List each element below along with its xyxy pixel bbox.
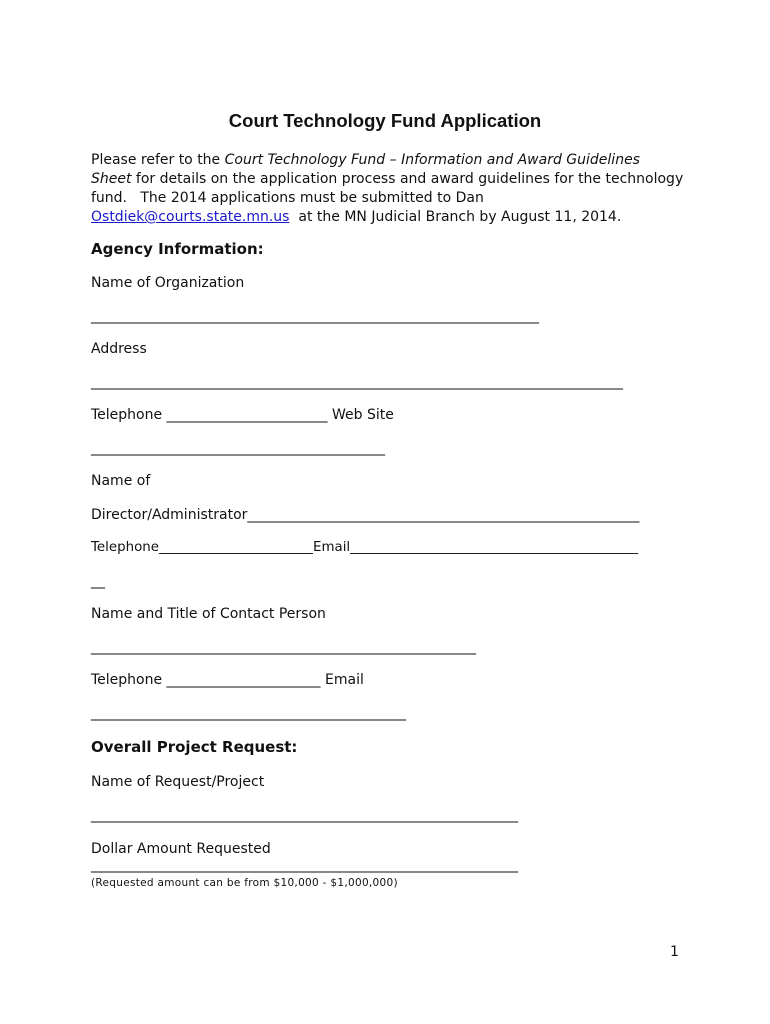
director-label: Name of xyxy=(91,473,151,489)
guidelines-title-part-1: Court Technology Fund – Information and Award Guidelines xyxy=(224,152,640,168)
website-field[interactable]: __________________________________________ xyxy=(91,440,385,456)
director-telephone-email-field[interactable]: Telephone_______________________Email___________________________________________ xyxy=(91,540,639,555)
intro-line-4 xyxy=(91,208,621,226)
project-name-field[interactable]: _____________________________________________________________ xyxy=(91,807,518,823)
intro-prefix: Please refer to the xyxy=(91,152,225,168)
email-link[interactable]: Ostdiek@courts.state.mn.us xyxy=(91,209,290,225)
org-label: Name of Organization xyxy=(91,275,245,291)
intro-line-4-text: at the MN Judicial Branch by August 11, 2014. xyxy=(289,209,622,225)
director-email-field-wrap[interactable]: __ xyxy=(91,573,105,589)
telephone-website-line[interactable]: Telephone _______________________ Web Site xyxy=(91,407,394,423)
project-heading: Overall Project Request: xyxy=(91,738,298,756)
contact-label: Name and Title of Contact Person xyxy=(91,606,326,622)
address-field[interactable]: ____________________________________________________________________________ xyxy=(91,374,623,390)
amount-label: Dollar Amount Requested xyxy=(91,841,271,857)
project-name-label: Name of Request/Project xyxy=(91,774,265,790)
contact-field[interactable]: _______________________________________________________ xyxy=(91,639,476,655)
contact-email-field[interactable]: _____________________________________________ xyxy=(91,705,406,721)
page-title: Court Technology Fund Application xyxy=(228,110,542,131)
intro-line-1 xyxy=(91,151,640,169)
intro-line-3: fund. The 2014 applications must be submitted to Dan xyxy=(91,190,484,206)
page-number: 1 xyxy=(670,944,679,960)
agency-heading: Agency Information: xyxy=(91,240,264,258)
amount-note: (Requested amount can be from $10,000 - $1,000,000) xyxy=(91,877,398,889)
org-field[interactable]: ________________________________________________________________ xyxy=(91,308,539,324)
contact-telephone-email-line[interactable]: Telephone ______________________ Email xyxy=(91,672,364,688)
intro-line-2-text: for details on the application process and award guidelines for the technology xyxy=(131,171,684,187)
amount-field[interactable]: _____________________________________________________________ xyxy=(91,857,518,873)
guidelines-title-part-2: Sheet xyxy=(91,171,132,187)
director-field[interactable]: Director/Administrator________________________________________________________ xyxy=(91,507,640,523)
intro-line-2 xyxy=(91,170,683,188)
address-label: Address xyxy=(91,341,147,357)
